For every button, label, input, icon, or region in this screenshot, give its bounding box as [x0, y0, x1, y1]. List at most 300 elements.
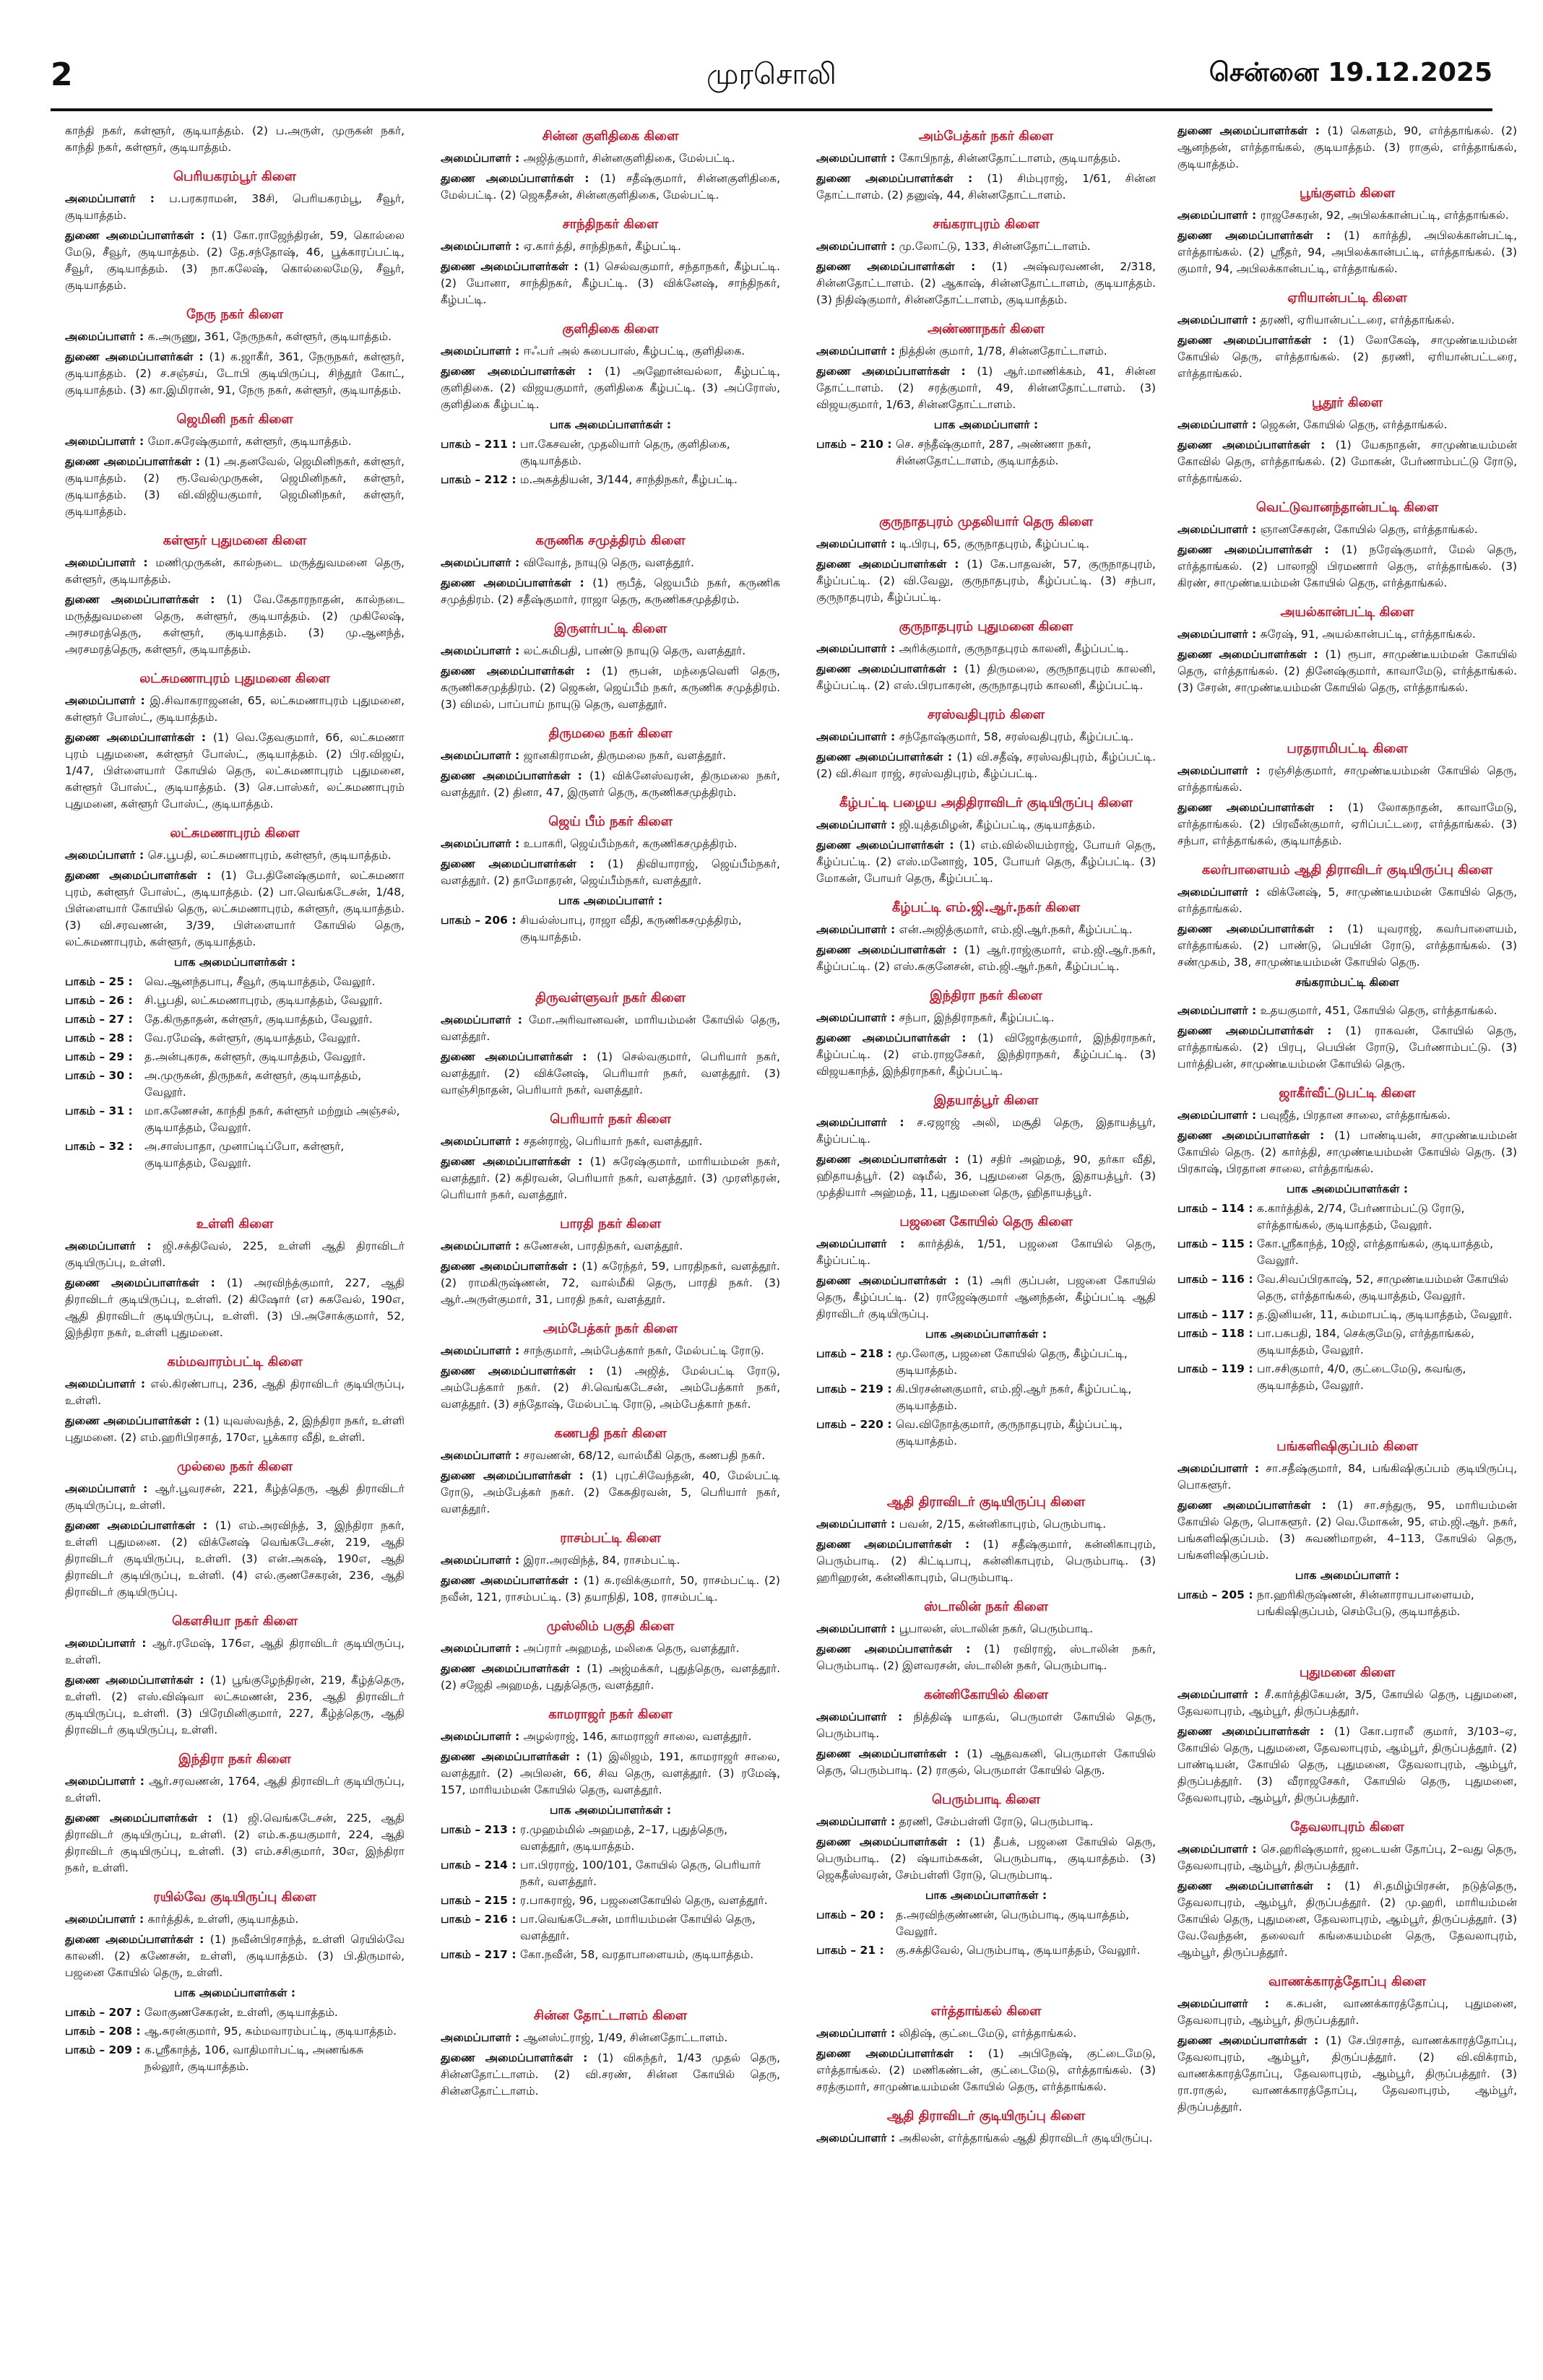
role-label: துணை அமைப்பாளர்கள் :: [65, 593, 227, 606]
part-row: [441, 1857, 780, 1890]
part-organiser: வெ.விநோத்குமார், குருநாதபுரம், கீழ்ப்பட்டி, குடியாத்தம்.: [896, 1418, 1123, 1448]
office-bearer-line: [1177, 332, 1517, 382]
office-bearer-line: [1177, 207, 1517, 224]
branch-title: ஆதி திராவிடர் குடியிருப்பு கிளை: [886, 2108, 1086, 2124]
office-bearer-text: (1) விக்னேஸ்வரன், திருமலை நகர், வளத்தூர். (2) தினா, 47, இருளர் தெரு, கருணிகசமுத்திரம்.: [441, 769, 780, 799]
role-label: அமைப்பாளர் :: [441, 1239, 524, 1252]
office-bearer-text: (1) சதீஷ்குமார், சின்னகுளிதிகை, மேல்பட்டி. (2) ஜெகதீசன், சின்னகுளிதிகை, மேல்பட்டி.: [441, 172, 780, 202]
office-bearer-text: காந்தி நகர், கள்ளூர், குடியாத்தம். (2) ப.அருள், முருகன் நகர், காந்தி நகர், கள்ளூர், குடியாத்தம்.: [65, 124, 405, 154]
branch-title: கௌசியா நகர் கிளை: [172, 1614, 298, 1629]
office-bearer-line: [441, 643, 780, 659]
branch-section: [65, 1888, 405, 2075]
part-organiser: வே.சிவப்பிரகாஷ், 52, சாமுண்டீயம்மன் கோயில் தெரு, எர்த்தாங்கல், குடியாத்தம், வேலூர்.: [1257, 1273, 1509, 1302]
role-label: துணை அமைப்பாளர்கள் :: [1177, 124, 1328, 137]
branch-title: பரதராமிபட்டி கிளை: [1287, 741, 1408, 756]
office-bearer-text: (1) சுரேந்தர், 59, பாரதிநகர், வளத்தூர். (2) ராமகிருஷ்ணன், 72, வால்மீகி தெரு, பாரதி நகர். (3) ஆர்.அருள்குமார், 31, பாரதி நகர், வளத்தூர்.: [441, 1260, 780, 1306]
branch-title: தேவலாபுரம் கிளை: [1290, 1819, 1404, 1835]
office-bearer-line: [1177, 1841, 1517, 1874]
office-bearer-text: (1) கார்த்தி, அபிலக்கான்பட்டி, எர்த்தாங்கல். (2) ஸ்ரீதர், 94, அபிலக்கான்பட்டி, எர்த்தாங்கல். (3) குமார், 94, அபிலக்கான்பட்டி, எர்த்தாங்கல்.: [1177, 229, 1517, 275]
office-bearer-text: மோ.அரிவானவன், மாரியம்மன் கோயில் தெரு, வளத்தூர்.: [441, 1013, 780, 1043]
part-number: பாகம் – 206 :: [441, 914, 517, 927]
part-heading: பாக அமைப்பாளர்கள் :: [549, 1804, 672, 1817]
office-bearer-line: [816, 817, 1156, 834]
branch-title: ஸ்டாலின் நகர் கிளை: [924, 1599, 1048, 1614]
part-organiser: கோ.ஸ்ரீகாந்த், 10ஜி, எர்த்தாங்கல், குடியாத்தம், வேலூர்.: [1257, 1237, 1494, 1267]
office-bearer-text: (1) அரி குப்பன், பஜனை கோயில் தெரு, கீழ்ப்பட்டி. (2) ராஜேஷ்குமார் ஆனந்தன், கீழ்ப்பட்டி ஆதி திராவிடர் குடியிருப்பு.: [816, 1274, 1156, 1320]
office-bearer-text: (1) அபிநேஷ், குட்டைமேடு, எர்த்தாங்கல். (2) மணிகண்டன், குட்டைமேடு, எர்த்தாங்கல். (3) சரத்குமார், சாமுண்டீயம்மன் கோயில் தெரு, எர்த்தாங்கல்.: [816, 2047, 1156, 2093]
office-bearer-text: (1) ஜி.வெங்கடேசன், 225, ஆதி திராவிடர் குடியிருப்பு, உள்ளி. (2) எம்.க.தயகுமார், 224, ஆதி திராவிடர் குடியிருப்பு, உள்ளி. (3) எம்.சசிகுமார், 30எ, இந்திரா நகர், உள்ளி.: [65, 1812, 405, 1874]
office-bearer-line: [1177, 1128, 1517, 1177]
office-bearer-text: க.அருணு, 361, நேருநகர், கள்ளூர், குடியாத்தம்.: [147, 330, 392, 343]
office-bearer-line: [441, 856, 780, 889]
role-label: துணை அமைப்பாளர்கள் :: [816, 750, 957, 763]
part-organiser: பா.கேசவன், முதலியார் தெரு, குளிதிகை, குடியாத்தம்.: [520, 438, 730, 467]
branch-section: [441, 989, 780, 1099]
role-label: துணை அமைப்பாளர்கள் :: [441, 172, 600, 185]
part-number: பாகம் – 116 :: [1177, 1273, 1253, 1286]
office-bearer-line: [816, 942, 1156, 975]
office-bearer-line: [65, 1238, 405, 1271]
office-bearer-text: (1) சதீஷ்குமார், கன்னிகாபுரம், பெரும்பாடி. (2) கிட்டிபாபு, கன்னிகாபுரம், பெரும்பாடி. (3) ஹரிஹரன், கன்னிகாபுரம், பெரும்பாடி.: [816, 1538, 1156, 1584]
part-organiser: ம.அசுத்தியன், 3/144, சாந்திநகர், கீழ்பட்டி.: [520, 473, 738, 486]
office-bearer-text: (1) பூங்குழேந்திரன், 219, கீழ்த்தெரு, உள்ளி. (2) எஸ்.விஷ்வா லட்சுமணன், 236, ஆதி திராவிடர் குடியிருப்பு, உள்ளி. (3) பிரேமினிகுமார், 227, கீழ்த்தெரு, ஆதி திராவிடர் குடியிருப்பு, உள்ளி.: [65, 1674, 405, 1736]
branch-title: பஜனை கோயில் தெரு கிளை: [899, 1214, 1073, 1229]
office-bearer-text: சந்தோஷ்குமார், 58, சரஸ்வதிபுரம், கீழ்ப்பட்டி.: [899, 730, 1134, 743]
role-label: துணை அமைப்பாளர்கள் :: [65, 731, 213, 744]
office-bearer-line: [816, 1709, 1156, 1742]
role-label: அமைப்பாளர் :: [1177, 628, 1261, 641]
part-heading: பாக அமைப்பாளர்கள் :: [173, 1986, 296, 1999]
office-bearer-text: லிதிஷ், குட்டைமேடு, எர்த்தாங்கல்.: [899, 2027, 1077, 2040]
office-bearer-line: [816, 536, 1156, 553]
office-bearer-line: [816, 837, 1156, 887]
branch-section: [1177, 498, 1517, 592]
role-label: அமைப்பாளர் :: [816, 1518, 899, 1531]
role-label: துணை அமைப்பாளர்கள் :: [65, 1933, 210, 1946]
office-bearer-text: உபாகரி, ஜெய்பீம்நகர், கருணிகசமுத்திரம்.: [523, 837, 738, 850]
role-label: துணை அமைப்பாளர்கள் :: [816, 1538, 983, 1551]
role-label: அமைப்பாளர் :: [441, 1730, 524, 1743]
office-bearer-line: [816, 1536, 1156, 1586]
branch-title: பெரும்பாடி கிளை: [932, 1792, 1040, 1807]
role-label: துணை அமைப்பாளர்கள் :: [441, 1469, 592, 1482]
office-bearer-text: (1) அஷ்வரவணன், 2/318, சின்னதோட்டாளம். (2) ஆகாஷ், சின்னதோட்டாளம், குடியாத்தம். (3) நிதிஷ்குமார், சின்னதோட்டாளம், குடியாத்தம்.: [816, 260, 1156, 306]
part-heading: பாக அமைப்பாளர்கள் :: [173, 956, 296, 969]
role-label: துணை அமைப்பாளர்கள் :: [65, 1519, 215, 1532]
role-label: அமைப்பாளர் :: [816, 1116, 917, 1129]
role-label: அமைப்பாளர் :: [1177, 523, 1261, 536]
part-organiser: லோகுணசேகரன், உள்ளி, குடியாத்தம்.: [144, 2006, 338, 2019]
office-bearer-line: [1177, 228, 1517, 277]
office-bearer-text: இ.சிவாகராஜனன், 65, லட்சுமணாபுரம் புதுமனை, கள்ளூர் போஸ்ட், குடியாத்தம்.: [65, 694, 405, 724]
part-heading: பாக அமைப்பாளர்கள் :: [549, 418, 672, 431]
role-label: துணை அமைப்பாளர்கள் :: [441, 1155, 590, 1168]
branch-section: [65, 670, 405, 813]
branch-title: இருளர்பட்டி கிளை: [553, 621, 667, 636]
part-organiser: செ. சந்தீஷ்குமார், 287, அண்ணா நகர், சின்னதோட்டாளம், குடியாத்தம்.: [896, 438, 1092, 467]
branch-section: [65, 168, 405, 294]
role-label: அமைப்பாளர் :: [1177, 1997, 1287, 2010]
office-bearer-line: [1177, 1003, 1517, 1019]
branch-title: நேரு நகர் கிளை: [186, 307, 284, 322]
branch-section: [1177, 603, 1517, 696]
office-bearer-line: [65, 191, 405, 224]
branch-title: அண்ணாநகர் கிளை: [928, 321, 1045, 337]
office-bearer-line: [441, 1552, 780, 1569]
role-label: அமைப்பாளர் :: [1177, 313, 1261, 326]
role-label: துணை அமைப்பாளர்கள் :: [1177, 801, 1348, 814]
role-label: துணை அமைப்பாளர்கள் :: [1177, 334, 1339, 347]
branch-title: ஜெய் பீம் நகர் கிளை: [548, 814, 673, 829]
branch-title: லட்சுமணாபுரம் புதுமனை கிளை: [139, 671, 330, 686]
role-label: துணை அமைப்பாளர்கள் :: [1177, 1879, 1345, 1892]
office-bearer-text: (1) வே.கேதாரநாதன், கால்நடை மருத்துவமனை தெரு, கள்ளூர், குடியாத்தம். (2) முகிலேஷ், அரசமரத்தெரு, கள்ளூர், குடியாத்தம். (3) மு.ஆனந்த், அரசமரத்தெரு, கள்ளூர், குடியாத்தம்.: [65, 593, 405, 656]
role-label: துணை அமைப்பாளர்கள் :: [816, 172, 987, 185]
part-number: பாகம் – 29 :: [65, 1050, 133, 1063]
office-bearer-text: மோ.சுரேஷ்குமார், கள்ளூர், குடியாத்தம்.: [147, 435, 352, 448]
part-organiser: அ.முருகன், திருநகர், கள்ளூர், குடியாத்தம், வேலூர்.: [144, 1069, 362, 1099]
part-number: பாகம் – 211 :: [441, 438, 517, 451]
branch-title: லட்சுமணாபுரம் கிளை: [170, 826, 300, 841]
branch-section: [816, 1213, 1156, 1450]
office-bearer-line: [65, 1931, 405, 1981]
role-label: துணை அமைப்பாளர்கள் :: [65, 869, 221, 882]
part-organiser: ஆ.சுரன்குமார், 95, சும்மவாரம்பட்டி, குடியாத்தம்.: [144, 2025, 397, 2038]
role-label: துணை அமைப்பாளர்கள் :: [816, 839, 960, 852]
office-bearer-text: ஞானசேகரன், கோயில் தெரு, எர்த்தாங்கல்.: [1260, 523, 1478, 536]
role-label: துணை அமைப்பாளர்கள் :: [816, 1153, 967, 1166]
office-bearer-text: (1) கோ.பராலீ குமார், 3/103–ஏ, கோயில் தெரு, புதுமனை, தேவலாபுரம், ஆம்பூர், திருப்பத்தூர். (2) பாண்டியன், கோயில் தெரு, புதுமனை, தேவலாபுரம், ஆம்பூர், திருப்பத்தூர். (3) வீராஜசேகர், கோயில் தெரு, புதுமனை, தேவலாபுரம், ஆம்பூர், திருப்பத்தூர்.: [1177, 1725, 1517, 1804]
office-bearer-text: (1) லோகநாதன், காவாமேடு, எர்த்தாங்கல். (2) பிரவீன்குமார், ஏரிப்பட்டரை, எர்த்தாங்கல். (3) சந்பா, எர்த்தாங்கல், குடியாத்தம்.: [1177, 801, 1517, 847]
branch-section: [816, 215, 1156, 308]
role-label: துணை அமைப்பாளர்கள் :: [441, 365, 605, 378]
role-label: அமைப்பாளர் :: [441, 345, 524, 358]
role-label: அமைப்பாளர் :: [816, 730, 899, 743]
branch-section: [441, 532, 780, 608]
office-bearer-line: [816, 556, 1156, 606]
role-label: அமைப்பாளர் :: [1177, 1109, 1261, 1122]
branch-section: [1177, 1437, 1517, 1620]
branch-title: குருநாதபுரம் முதலியார் தெரு கிளை: [879, 514, 1093, 529]
role-label: அமைப்பாளர் :: [65, 192, 170, 205]
office-bearer-text: (1) பாண்டியன், சாமுண்டீயம்மன் கோயில் தெரு. (2) கார்த்தி, சாமுண்டீயம்மன் கோயில் தெரு. (3) பிரகாஷ், பிரதான சாலை, எர்த்தாங்கல்.: [1177, 1129, 1517, 1175]
role-label: அமைப்பாளர் :: [816, 2132, 899, 2145]
part-number: பாகம் – 25 :: [65, 975, 133, 988]
office-bearer-text: (1) நவீன்பிரசாந்த், உள்ளி ரெயில்வே காலனி. (2) கணேசன், உள்ளி, குடியாத்தம். (3) பி.திருமால், பஜனை கோயில் தெரு, உள்ளி.: [65, 1933, 405, 1979]
branch-section: [816, 794, 1156, 887]
branch-title: கம்மவாரம்பட்டி கிளை: [167, 1354, 303, 1369]
office-bearer-line: [1177, 1023, 1517, 1073]
branch-title: குளிதிகை கிளை: [562, 321, 659, 337]
role-label: அமைப்பாளர் :: [441, 152, 524, 165]
office-bearer-text: (1) சா.சந்துரு, 95, மாரியம்மன் கோயில் தெரு, பொகளூர். (2) வெ.மோகன், 95, எம்.ஜி.ஆர். நகர், பங்களிஷிகுப்பம். (3) சுவணிமாறன், 4–113, கோயில் தெரு, பங்களிஷிகுப்பம்.: [1177, 1499, 1517, 1562]
office-bearer-text: சுரேஷ், 91, அயல்கான்பட்டி, எர்த்தாங்கல்.: [1260, 628, 1476, 641]
office-bearer-text: சந்பா, இந்திராநகர், கீழ்ப்பட்டி.: [899, 1011, 1055, 1024]
office-bearer-text: உதயகுமார், 451, கோயில் தெரு, எர்த்தாங்கல்.: [1260, 1004, 1497, 1017]
branch-title: கணபதி நகர் கிளை: [554, 1426, 667, 1441]
role-label: துணை அமைப்பாளர்கள் :: [816, 1274, 967, 1287]
header-rule: [51, 108, 1492, 111]
office-bearer-text: மணிமுருகன், கால்நடை மருத்துவமனை தெரு, கள்ளூர், குடியாத்தம்.: [65, 556, 405, 586]
branch-title: கள்ளூர் புதுமனை கிளை: [163, 533, 307, 548]
office-bearer-line: [65, 454, 405, 520]
part-number: பாகம் – 31 :: [65, 1104, 133, 1117]
office-bearer-text: ஆனஸ்ட்ராஜ், 1/49, சின்னதோட்டாளம்.: [523, 2031, 728, 2044]
role-label: அமைப்பாளர் :: [816, 818, 899, 831]
part-number: பாகம் – 214 :: [441, 1858, 517, 1871]
office-bearer-text: (1) ராகவன், கோயில் தெரு, எர்த்தாங்கல். (2) பிரபு, பெயின் ரோடு, பேர்ணாம்பட்டு. (3) பார்த்திபன், சாமுண்டீயம்மன் கோயில் தெரு.: [1177, 1024, 1517, 1070]
office-bearer-text: (1) அஹோன்வல்லா, கீழ்பட்டி, குளிதிகை. (2) விஜயகுமார், குளிதிகை கீழ்பட்டி. (3) அப்ரோஸ், குளிதிகை கீழ்பட்டி.: [441, 365, 780, 411]
office-bearer-line: [816, 1621, 1156, 1637]
office-bearer-text: ஜி.சக்திவேல், 225, உள்ளி ஆதி திராவிடர் குடியிருப்பு, உள்ளி.: [65, 1239, 405, 1269]
office-bearer-line: [441, 238, 780, 255]
branch-section: [65, 1215, 405, 1341]
part-row: [816, 1942, 1156, 1959]
office-bearer-text: ப.பரகராமன், 38சி, பெரியகரம்பூ, சீவூர், குடியாத்தம்.: [65, 192, 405, 222]
role-label: அமைப்பாளர் :: [65, 1637, 153, 1650]
office-bearer-text: (1) சதிர் அஹ்மத், 90, தர்கா வீதி, ஹிதாயத்பூர். (2) ஷமீல், 36, புதுமனை தெரு, இதாயத்பூர். (3) முத்தியார் அஹ்மத், 11, புதுமனை தெரு, ஹிதாயத்பூர்.: [816, 1153, 1156, 1199]
office-bearer-text: (1) சி.தமிழ்பிரசன், நடுத்தெரு, தேவலாபுரம், ஆம்பூர், திருப்பத்தூர். (2) மு.ஹரி, மாரியம்மன் கோயில் தெரு, புதுமனை, தேவலாபுரம், ஆம்பூர், திருப்பத்தூர். (3) வே.வேந்தன், தலைவர் கங்கையம்மன் தெரு, தேவலாபுரம், ஆம்பூர், திருப்பத்தூர்.: [1177, 1879, 1517, 1959]
office-bearer-line: [816, 661, 1156, 694]
office-bearer-text: சா.சதீஷ்குமார், 84, பங்கிஷிகுப்பம் குடியிருப்பு, பொகளூர்.: [1177, 1462, 1517, 1492]
office-bearer-text: விவோத், நாயுடு தெரு, வளத்தூர்.: [523, 556, 694, 569]
role-label: துணை அமைப்பாளர்கள் :: [65, 1276, 227, 1289]
office-bearer-text: கோபிநாத், சின்னதோட்டாளம், குடியாத்தம்.: [899, 152, 1121, 165]
role-label: அமைப்பாளர் :: [816, 923, 899, 936]
branch-section: [441, 1529, 780, 1606]
branch-section: [816, 127, 1156, 204]
part-row: [65, 2004, 405, 2021]
office-bearer-line: [1177, 921, 1517, 971]
part-number: பாகம் – 28 :: [65, 1031, 133, 1044]
role-label: துணை அமைப்பாளர்கள் :: [1177, 1499, 1338, 1512]
office-bearer-line: [816, 749, 1156, 782]
office-bearer-line: [441, 555, 780, 571]
part-row: [816, 1416, 1156, 1450]
role-label: துணை அமைப்பாளர்கள் :: [1177, 543, 1341, 556]
part-organiser: த.இனியன், 11, சும்மாபட்டி, குடியாத்தம், வேலூர்.: [1257, 1308, 1513, 1321]
role-label: துணை அமைப்பாளர்கள் :: [65, 229, 212, 242]
branch-title: இந்திரா நகர் கிளை: [178, 1752, 291, 1767]
branch-section: [816, 1598, 1156, 1674]
role-label: அமைப்பாளர் :: [65, 435, 148, 448]
branch-section: [1177, 1663, 1517, 1806]
role-label: அமைப்பாளர் :: [441, 644, 524, 657]
office-bearer-line: [441, 150, 780, 167]
part-row: [441, 1911, 780, 1944]
office-bearer-line: [441, 748, 780, 764]
branch-section: [816, 2002, 1156, 2095]
office-bearer-text: (1) வி.சதீஷ், சரஸ்வதிபுரம், கீழ்ப்பட்டி. (2) வி.சிவா ராஜ், சரஸ்வதிபுரம், கீழ்ப்பட்டி.: [816, 750, 1156, 780]
role-label: துணை அமைப்பாளர்கள் :: [441, 1750, 587, 1763]
branch-title: இந்திரா நகர் கிளை: [930, 988, 1042, 1003]
role-label: அமைப்பாளர் :: [1177, 209, 1261, 222]
office-bearer-line: [65, 1773, 405, 1806]
role-label: அமைப்பாளர் :: [441, 1642, 524, 1655]
office-bearer-text: நித்திஷ் யாதவ், பெருமாள் கோயில் தெரு, பெரும்பாடி.: [816, 1710, 1156, 1740]
office-bearer-text: (1) அரவிந்த்குமார், 227, ஆதி திராவிடர் குடியிருப்பு, உள்ளி. (2) கிஷோர் (எ) சுகவேல், 190எ, ஆதி திராவிடர் குடியிருப்பு, உள்ளி. (3) பி.அசோக்குமார், 52, இந்திரா நகர், உள்ளி புதுமனை.: [65, 1276, 405, 1339]
branch-section: [1177, 1973, 1517, 2116]
office-bearer-text: சாந்குமார், அம்பேத்கார் நகர், மேல்பட்டி ரோடு.: [523, 1344, 764, 1357]
office-bearer-line: [816, 170, 1156, 204]
office-bearer-text: (1) எம்.அரவிந்த், 3, இந்திரா நகர், உள்ளி புதுமனை. (2) விக்னேஷ் வெங்கடேசன், 219, ஆதி திராவிடர் குடியிருப்பு, உள்ளி. (3) என்.அகஷ், 190எ, ஆதி திராவிடர் குடியிருப்பு, உள்ளி. (4) எல்.குணசேகரன், 236, ஆதி திராவிடர் குடியிருப்பு.: [65, 1519, 405, 1598]
office-bearer-line: [65, 123, 405, 156]
part-row: [1177, 1325, 1517, 1359]
office-bearer-text: (1) கௌதம், 90, எர்த்தாங்கல். (2) ஆனந்தன், எர்த்தாங்கல், குடியாத்தம். (3) ராகுல், எர்த்தாங்கல், குடியாத்தம்.: [1177, 124, 1517, 170]
branch-section: [816, 513, 1156, 606]
office-bearer-line: [65, 228, 405, 294]
part-number: பாகம் – 213 :: [441, 1823, 517, 1836]
part-number: பாகம் – 208 :: [65, 2025, 141, 2038]
office-bearer-line: [441, 1468, 780, 1518]
office-bearer-text: சீ.கார்த்திகேயன், 3/5, கோயில் தெரு, புதுமனை, தேவலாபுரம், ஆம்பூர், திருப்பத்தூர்.: [1177, 1688, 1517, 1718]
branch-section: [1177, 740, 1517, 849]
office-bearer-line: [65, 329, 405, 345]
role-label: துணை அமைப்பாளர்கள் :: [441, 576, 593, 589]
office-bearer-line: [65, 1635, 405, 1669]
role-label: அமைப்பாளர் :: [441, 837, 524, 850]
office-bearer-text: க.சுபன், வாணக்காரத்தோப்பு, புதுமனை, தேவலாபுரம், ஆம்பூர், திருப்பத்தூர்.: [1177, 1997, 1517, 2027]
office-bearer-text: (1) திருமலை, குருநாதபுரம் காலனி, கீழ்ப்பட்டி. (2) எஸ்.பிரபாகரன், குருநாதபுரம் காலனி, கீழ்ப்பட்டி.: [816, 662, 1156, 692]
office-bearer-line: [441, 343, 780, 360]
branch-section: [816, 1686, 1156, 1779]
branch-section: [441, 127, 780, 204]
office-bearer-text: ஜெகன், கோயில் தெரு, எர்த்தாங்கல்.: [1260, 418, 1448, 431]
office-bearer-line: [441, 363, 780, 413]
branch-title: பங்களிஷிகுப்பம் கிளை: [1276, 1439, 1418, 1454]
role-label: துணை அமைப்பாளர்கள் :: [441, 1662, 587, 1675]
office-bearer-text: (1) நரேஷ்குமார், மேல் தெரு, எர்த்தாங்கல். (2) பாலாஜி பிரமணார் தெரு, எர்த்தாங்கல். (3) கிரண், சாமுண்டீயம்மன் கோயில் தெரு, எர்த்தாங்கல்.: [1177, 543, 1517, 589]
branch-section: [65, 410, 405, 520]
office-bearer-line: [65, 1810, 405, 1877]
part-row: [65, 974, 405, 990]
part-number: பாகம் – 30 :: [65, 1069, 133, 1082]
branch-section: [1177, 184, 1517, 277]
office-bearer-text: அஜித்குமார், சின்னகுளிதிகை, மேல்பட்டி.: [523, 152, 735, 165]
office-bearer-text: (1) க.ஜாகீர், 361, நேருநகர், கள்ளூர், குடியாத்தம். (2) ச.சஞ்சய், டோபி குடியிருப்பு, சிந்தூர் கோட், குடியாத்தம். (3) கா.இமிரான், 91, நேரு நகர், கள்ளூர், குடியாத்தம்.: [65, 350, 405, 397]
office-bearer-text: ஆர்.ரமேஷ், 176எ, ஆதி திராவிடர் குடியிருப்பு, உள்ளி.: [65, 1637, 405, 1666]
part-row: [816, 1381, 1156, 1414]
role-label: துணை அமைப்பாளர்கள் :: [816, 260, 992, 273]
office-bearer-text: அகிலன், எர்த்தாங்கல் ஆதி திராவிடர் குடியிருப்பு.: [899, 2132, 1153, 2145]
office-bearer-line: [65, 1672, 405, 1739]
part-heading: பாக அமைப்பாளர் :: [558, 894, 663, 907]
branch-title: ஜாகீர்வீட்டுபட்டி கிளை: [1279, 1086, 1416, 1101]
office-bearer-line: [441, 1343, 780, 1359]
office-bearer-line: [65, 730, 405, 813]
role-label: அமைப்பாளர் :: [65, 1775, 149, 1788]
role-label: துணை அமைப்பாளர்கள் :: [441, 665, 602, 678]
office-bearer-text: (1) யுவராஜ், கவர்பாளையம், எர்த்தாங்கல். (2) பாண்டு, பெயின் ரோடு, எர்த்தாங்கல். (3) சண்முகம், 38, சாமுண்டீயம்மன் கோயில் தெரு.: [1177, 922, 1517, 969]
office-bearer-text: பவுஜீத், பிரதான சாலை, எர்த்தாங்கல்.: [1260, 1109, 1451, 1122]
part-row: [816, 1346, 1156, 1379]
role-label: அமைப்பாளர் :: [441, 1135, 524, 1148]
part-row: [1177, 1236, 1517, 1269]
branch-section: [441, 2007, 780, 2100]
part-number: பாகம் – 215 :: [441, 1894, 517, 1907]
branch-title: திருவள்ளுவர் நகர் கிளை: [535, 990, 686, 1005]
branch-section: [65, 1458, 405, 1601]
office-bearer-line: [1177, 1878, 1517, 1961]
part-number: பாகம் – 205 :: [1177, 1588, 1253, 1601]
office-bearer-line: [816, 2025, 1156, 2042]
part-heading: பாக அமைப்பாளர்கள் :: [925, 1328, 1047, 1341]
office-bearer-text: (1) சே.பிரசாத், வாணக்காரத்தோப்பு, தேவலாபுரம், ஆம்பூர், திருப்பத்தூர். (2) வி.விக்ராம், வாணக்காரத்தோப்பு, தேவலாபுரம், ஆம்பூர், திருப்பத்தூர். (3) ரா.ராகுல், வாணக்காரத்தோப்பு, தேவலாபுரம், ஆம்பூர், திருப்பத்தூர்.: [1177, 2034, 1517, 2113]
branch-title: வாணக்காரத்தோப்பு கிளை: [1268, 1974, 1426, 1989]
role-label: அமைப்பாளர் :: [1177, 1462, 1266, 1475]
branch-section: [816, 899, 1156, 975]
branch-title: சரஸ்வதிபுரம் கிளை: [927, 707, 1045, 722]
branch-title: கலர்பாளையம் ஆதி திராவிடர் குடியிருப்பு கிளை: [1201, 862, 1493, 878]
role-label: துணை அமைப்பாளர்கள் :: [65, 1414, 204, 1427]
part-number: பாகம் – 114 :: [1177, 1202, 1253, 1215]
branch-title: புதுமனை கிளை: [1299, 1665, 1396, 1680]
branch-section: [441, 1110, 780, 1203]
role-label: துணை அமைப்பாளர்கள் :: [816, 943, 964, 956]
branch-title: வெட்டுவானந்தான்பட்டி கிளை: [1255, 500, 1439, 515]
branch-title: எர்த்தாங்கல் கிளை: [930, 2004, 1042, 2019]
office-bearer-text: (1) ரூபா, சாமுண்டீயம்மன் கோயில் தெரு, எர்த்தாங்கல். (2) தினேஷ்குமார், காவாமேடு, எர்த்தாங்கல். (3) சேரன், சாமுண்டீயம்மன் கோயில் தெரு, எர்த்தாங்கல்.: [1177, 648, 1517, 694]
office-bearer-text: (1) எம்.வில்லியம்ராஜ், போயர் தெரு, கீழ்ப்பட்டி. (2) எஸ்.மனோஜ், 105, போயர் தெரு, கீழ்ப்பட்டி. (3) மோகன், போயர் தெரு, கீழ்ப்பட்டி.: [816, 839, 1156, 885]
part-number: பாகம் – 115 :: [1177, 1237, 1253, 1250]
office-bearer-text: (1) ஆதவகனி, பெருமாள் கோயில் தெரு, பெரும்பாடி. (2) ராகுல், பெருமாள் கோயில் தெரு.: [816, 1747, 1156, 1777]
part-organiser: சி.பூபதி, லட்சுமணாபுரம், குடியாத்தம், வேலூர்.: [144, 994, 383, 1007]
office-bearer-line: [816, 1115, 1156, 1148]
office-bearer-line: [816, 1010, 1156, 1026]
branch-title: பெரியகரம்பூர் கிளை: [173, 169, 296, 184]
role-label: அமைப்பாளர் :: [1177, 418, 1261, 431]
part-row: [441, 912, 780, 945]
role-label: துணை அமைப்பாளர்கள் :: [816, 1747, 967, 1760]
office-bearer-line: [441, 575, 780, 608]
office-bearer-line: [816, 2130, 1156, 2147]
office-bearer-line: [441, 768, 780, 801]
branch-section: [1177, 1084, 1517, 1394]
office-bearer-text: ஜானகிராமன், திருமலை நகர், வளத்தூர்.: [523, 749, 726, 762]
office-bearer-text: இரா.அரவிந்த், 84, ராசம்பட்டி.: [523, 1554, 680, 1567]
office-bearer-line: [1177, 123, 1517, 173]
role-label: அமைப்பாளர் :: [65, 694, 150, 707]
role-label: துணை அமைப்பாளர்கள் :: [1177, 2034, 1326, 2047]
office-bearer-line: [816, 922, 1156, 938]
role-label: துணை அமைப்பாளர்கள் :: [816, 1643, 985, 1656]
office-bearer-line: [1177, 884, 1517, 917]
branch-section: [441, 1215, 780, 1308]
part-row: [1177, 1200, 1517, 1234]
office-bearer-line: [441, 170, 780, 204]
office-bearer-line: [65, 433, 405, 450]
branch-section: [441, 1705, 780, 1963]
role-label: துணை அமைப்பாளர்கள் :: [441, 1364, 607, 1377]
office-bearer-text: ஈஃபர் அல் சுபைபாஸ், கீழ்பட்டி, குளிதிகை.: [523, 345, 745, 358]
office-bearer-line: [1177, 522, 1517, 538]
branch-section: [816, 1091, 1156, 1201]
office-bearer-line: [816, 641, 1156, 657]
branch-title: திருமலை நகர் கிளை: [548, 726, 673, 741]
role-label: துணை அமைப்பாளர்கள் :: [441, 1260, 582, 1273]
role-label: அமைப்பாளர் :: [441, 1449, 524, 1462]
role-label: துணை அமைப்பாளர்கள் :: [65, 1812, 222, 1825]
office-bearer-text: சுணேசன், பாரதிநகர், வளத்தூர்.: [523, 1239, 683, 1252]
branch-title: பெரியார் நகர் கிளை: [550, 1112, 671, 1127]
role-label: துணை அமைப்பாளர்கள் :: [441, 1574, 584, 1587]
branch-section: [441, 215, 780, 308]
branch-section: [1177, 394, 1517, 487]
office-bearer-line: [65, 1911, 405, 1928]
part-row: [816, 1907, 1156, 1940]
role-label: அமைப்பாளர் :: [816, 1011, 899, 1024]
office-bearer-line: [1177, 542, 1517, 592]
